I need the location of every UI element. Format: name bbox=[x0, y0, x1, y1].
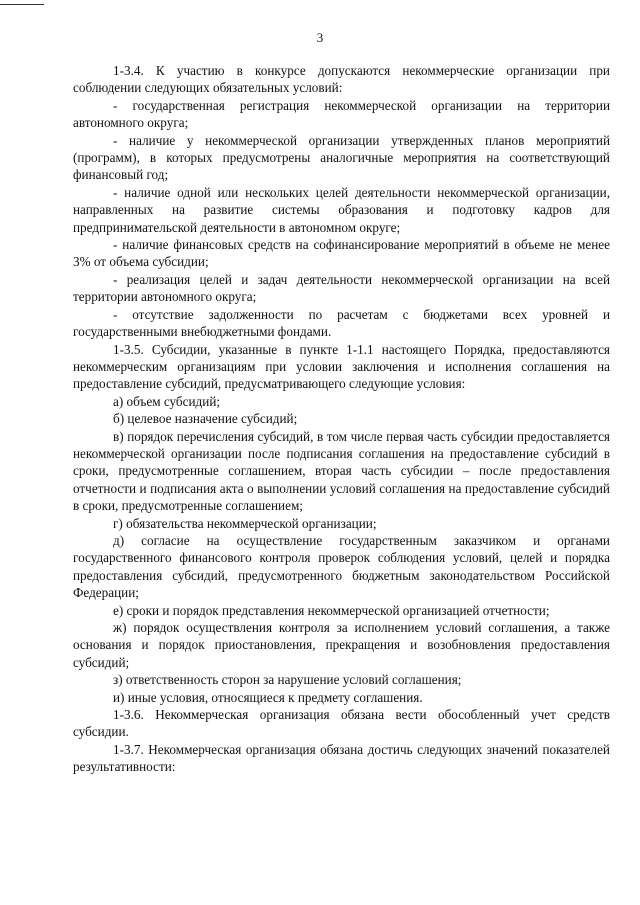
list-item-no-debt: - отсутствие задолженности по расчетам с бюджетами всех уровней и государственными внебюджетными фондами. bbox=[73, 306, 610, 340]
paragraph-1-3-4: 1-3.4. К участию в конкурсе допускаются некоммерческие организации при соблюдении следующих обязательных условий: bbox=[73, 63, 610, 96]
list-item-plans: - наличие у некоммерческой организации утвержденных планов мероприятий (программ), в которых предусмотрены аналогичные мероприятия на соответствующий финансовый год; bbox=[73, 132, 610, 183]
condition-g: г) обязательства некоммерческой организации; bbox=[113, 515, 377, 531]
list-item-goals: - наличие одной или нескольких целей деятельности некоммерческой организации, направленных на развитие системы образования и подготовку кадров для предпринимательской деятельности в автономном округе; bbox=[73, 184, 610, 235]
page-number: 3 bbox=[316, 30, 324, 45]
condition-v: в) порядок перечисления субсидий, в том числе первая часть субсидии предоставляется некоммерческой организации после подписания соглашения на предоставление субсидий в сроки, предусмотренные соглашением, вторая часть субсидии – после предоставления отчетности и подписания акта о выполнении условий соглашения на предоставление субсидий в сроки, предусмотренные соглашением; bbox=[73, 428, 610, 514]
condition-zh: ж) порядок осуществления контроля за исполнением условий соглашения, а также основания и порядок приостановления, прекращения и возобновления предоставления субсидий; bbox=[73, 620, 610, 670]
condition-d: д) согласие на осуществление государственным заказчиком и органами государственного финансового контроля проверок соблюдения условий, целей и порядка предоставления субсидий, предусмотренного бюджетным законодательством Российской Федерации; bbox=[73, 532, 610, 601]
list-item-registration: - государственная регистрация некоммерческой организации на территории автономного округа; bbox=[73, 97, 610, 131]
paragraph-1-3-6: 1-3.6. Некоммерческая организация обязана вести обособленный учет средств субсидии. bbox=[73, 707, 610, 740]
condition-a: а) объем субсидий; bbox=[113, 393, 221, 409]
condition-e: е) сроки и порядок представления некоммерческой организацией отчетности; bbox=[113, 602, 550, 618]
condition-z: з) ответственность сторон за нарушение условий соглашения; bbox=[113, 672, 462, 688]
corner-mark bbox=[0, 4, 44, 5]
list-item-cofinancing: - наличие финансовых средств на софинансирование мероприятий в объеме не менее 3% от объема субсидии; bbox=[73, 237, 610, 270]
document-body bbox=[73, 62, 610, 776]
condition-i: и) иные условия, относящиеся к предмету соглашения. bbox=[113, 689, 423, 705]
paragraph-1-3-5: 1-3.5. Субсидии, указанные в пункте 1-1.1 настоящего Порядка, предоставляются некоммерческим организациям при условии заключения и исполнения соглашения на предоставление субсидий, предусматривающего следующие условия: bbox=[73, 341, 610, 392]
condition-b: б) целевое назначение субсидий; bbox=[113, 411, 298, 427]
list-item-territory: - реализация целей и задач деятельности некоммерческой организации на всей территории автономного округа; bbox=[73, 271, 610, 305]
paragraph-1-3-7: 1-3.7. Некоммерческая организация обязана достичь следующих значений показателей результативности: bbox=[73, 741, 610, 775]
